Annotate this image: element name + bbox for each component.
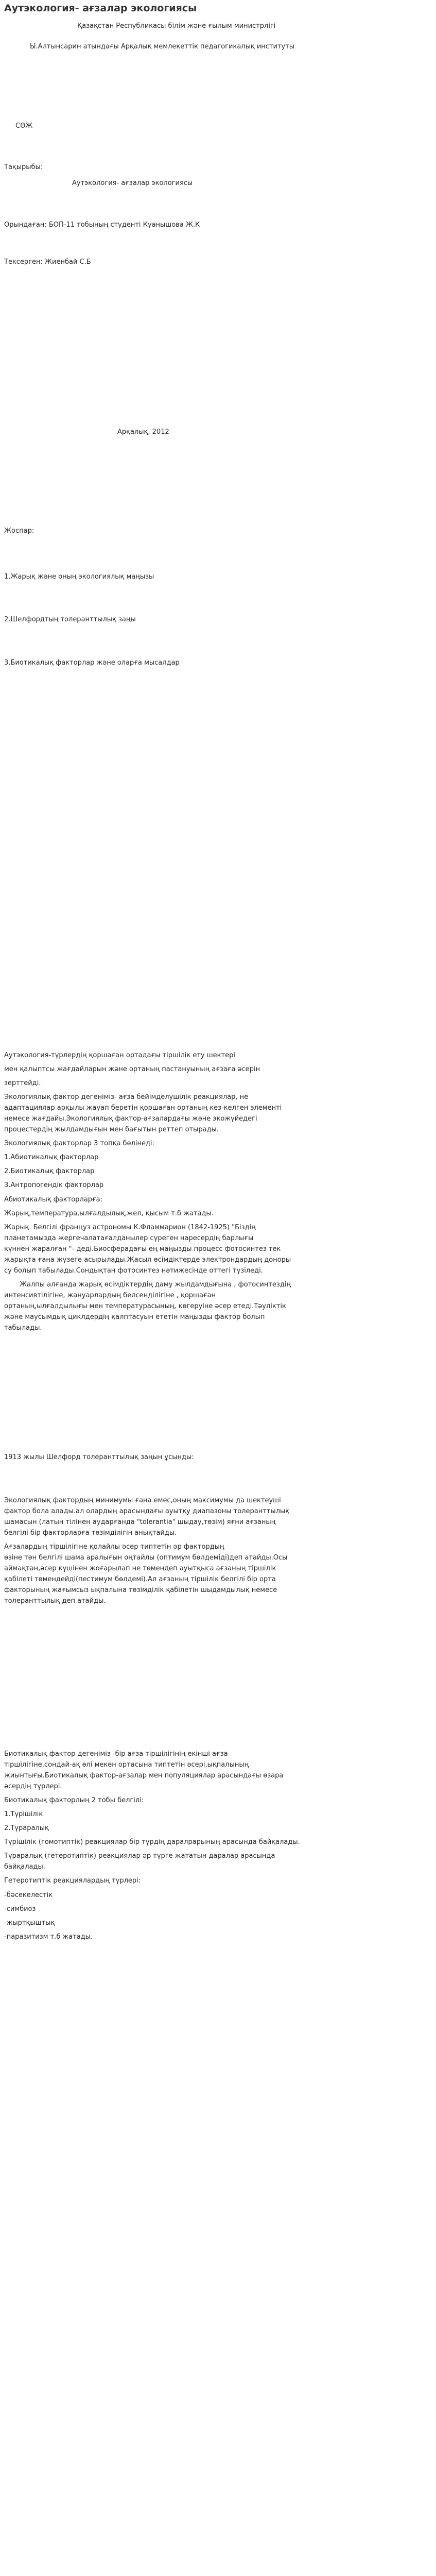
paragraph-line: байқалады. xyxy=(4,1863,45,1871)
section-3 xyxy=(4,1749,432,1945)
institute-line: Ы.Алтынсарин атындағы Арқалық мемлекеттік педагогикалық институты xyxy=(30,43,295,50)
section-2-heading: 1913 жылы Шелфорд толеранттылық заңын ұсынды: xyxy=(4,1453,194,1461)
topic-value: Аутэкология- ағзалар экологиясы xyxy=(72,179,193,187)
paragraph-line: мен қалыптсы жағдайларын және ортаның пастануының ағзаға әсерін xyxy=(4,1065,260,1074)
list-item: -паразитизм т.б жатады. xyxy=(4,1933,93,1941)
paragraph-line: Биотикалық факторлың 2 тобы белгілі: xyxy=(4,1797,144,1805)
list-item: -симбиоз xyxy=(4,1905,36,1913)
list-item: 1.Абиотикалық факторлар xyxy=(4,1154,99,1162)
section-1 xyxy=(4,1050,432,1336)
paragraph-line: факторының жағымсыз ықпалына төзімділік қабілетін шыдамдылық немесе xyxy=(4,1586,277,1595)
paragraph-line: Түраралық (гетеротиптік) реакциялар әр түрге жататын даралар арасында xyxy=(4,1852,275,1860)
document-title: Аутэкология- ағзалар экологиясы xyxy=(4,3,197,14)
list-item: -жыртқыштық xyxy=(4,1919,55,1927)
paragraph-line: планетамызда жергечалатағалданылер сүреген наресердің барлығы xyxy=(4,1234,254,1242)
section-2 xyxy=(4,1495,432,1609)
plan-item: 2.Шелфордтың толеранттылық заңы xyxy=(4,616,136,623)
paragraph-line: толеранттылық деп атайды. xyxy=(4,1597,106,1605)
performer-line: Орындаған: БОП-11 тобының студенті Куанышова Ж.К xyxy=(4,221,200,229)
list-item: 1.Түрішілік xyxy=(4,1810,43,1819)
paragraph-line: тіршілігіне,сондай-ақ өлі мекен ортасына типтетін әсері,ықпалының xyxy=(4,1761,249,1769)
paragraph-line: Ағзалардың тіршілігіне қолайлы әсер типтетін әр фактордың xyxy=(4,1543,224,1551)
list-item: 2.Түраралық xyxy=(4,1824,49,1833)
paragraph-line: аймақтан,әсер күшінен жоғарылап не төмендеп ауытқыса ағзаның тіршілік xyxy=(4,1565,276,1573)
paragraph-line: фактор бола алады.ал олардың арасындағы ауытқу диапазоны толеранттылық xyxy=(4,1507,290,1516)
paragraph-line: Экологиялық фактор дегеніміз- ағза бейімделушілік реакциялар, не xyxy=(4,1093,249,1101)
paragraph-line: су болып табылады.Сондықтан фотосинтез нәтижесінде оттегі түзіледі. xyxy=(4,1266,263,1275)
paragraph-line: Жарық. Белгілі француз астрономы К.Фламмарион (1842-1925) "Біздің xyxy=(4,1223,256,1231)
paragraph-line: Гетеротиптік реакциялардың түрлері: xyxy=(4,1877,141,1885)
paragraph-line: Аутэкология-түрлердің қоршаған ортадағы тіршілік ету шектері xyxy=(4,1052,235,1059)
paragraph-line: жарықта ғана жүзеге асырылады.Жасыл өсімдіктерде электрондардың доноры xyxy=(4,1256,291,1264)
plan-item: 3.Биотикалық факторлар және оларға мысалдар xyxy=(4,659,180,667)
paragraph-line: жиынтығы.Биотикалық фактор-ағзалар мен популяциялар арасындағы өзара xyxy=(4,1772,284,1780)
paragraph-line: табылады. xyxy=(4,1324,42,1332)
paragraph-line: Экологиялық факторлар 3 топқа бөлінеді: xyxy=(4,1140,154,1148)
plan-label: Жоспар: xyxy=(4,527,34,535)
paragraph-line: өзіне тән белгілі шама аралығын оңтайлы (оптимум бөлдеміді)деп атайды.Осы xyxy=(4,1554,288,1562)
paragraph-line: әсердің түрлері. xyxy=(4,1783,62,1791)
paragraph-line: Түрішілік (гомотиптік) реакциялар бір түрдің даралрарының арасында байқалады. xyxy=(4,1838,300,1846)
paragraph-line: Абиотикалық факторларға: xyxy=(4,1195,102,1204)
sowzh-label: СӨЖ xyxy=(15,122,33,130)
ministry-line: Қазақстан Республикасы білім және ғылым министрлігі xyxy=(77,22,276,30)
paragraph-line: және маусымдық циклдердің қалптасуын ететін маңызды фактор болып xyxy=(4,1313,265,1321)
paragraph-line: Биотикалық фактор дегеніміз -бір ағза тіршілігінің екінші ағза xyxy=(4,1750,228,1758)
topic-label: Тақырыбы: xyxy=(4,163,43,171)
paragraph-line: ортаның,ылғалдылығы мен температурасының, көгеруіне әсер етеді.Тәуліктік xyxy=(4,1302,286,1310)
paragraph-line: Экологиялық фактордың минимумы ғана емес,оның максимумы да шектеуші xyxy=(4,1497,281,1504)
paragraph-line: немесе жағдайы.Экологиялық фактор-ағзалардағы және экожүйедегі xyxy=(4,1115,257,1123)
list-item: 3.Антропогендік факторлар xyxy=(4,1181,104,1190)
paragraph-line: зерттейді. xyxy=(4,1079,41,1088)
paragraph-line: адаптациялар арқылы жауап беретін қоршаған ортаның кез-келген элементі xyxy=(4,1104,282,1112)
paragraph-line: қабілеті төмендейді(пестимум бөлдемі).Ал ағзаның тіршілік белгілі бір орта xyxy=(4,1575,276,1584)
checker-line: Тексерген: Жиенбай С.Б xyxy=(4,258,91,266)
list-item: 2.Биотикалық факторлар xyxy=(4,1167,95,1176)
paragraph-line: интенсивтілігіне, жануарлардың белсенділігіне , қоршаған xyxy=(4,1291,216,1299)
list-item: -бәсекелестік xyxy=(4,1891,53,1899)
plan-item: 1.Жарық және оның экологиялық маңызы xyxy=(4,573,154,581)
paragraph-line: процестердің жылдамдығын мен бағытын реттеп отырады. xyxy=(4,1126,219,1134)
city-year: Арқалық, 2012 xyxy=(117,428,169,436)
paragraph-line: Жалпы алғанда жарық өсімдіктердің даму жылдамдығына , фотосинтездің xyxy=(20,1280,291,1289)
paragraph-line: Жарық,температура,ылғалдылық,жел, қысым т.б жатады. xyxy=(4,1209,214,1217)
paragraph-line: шамасын (латын тілінен аударғанда "tolerantia" шыдау,төзім) яғни ағзаның xyxy=(4,1518,276,1527)
paragraph-line: белгілі бір факторларға төзімділігін анықтайды. xyxy=(4,1529,177,1537)
paragraph-line: күннен жаралған "- деді.Биосферадағы ең маңызды процесс фотосинтез тек xyxy=(4,1245,281,1253)
